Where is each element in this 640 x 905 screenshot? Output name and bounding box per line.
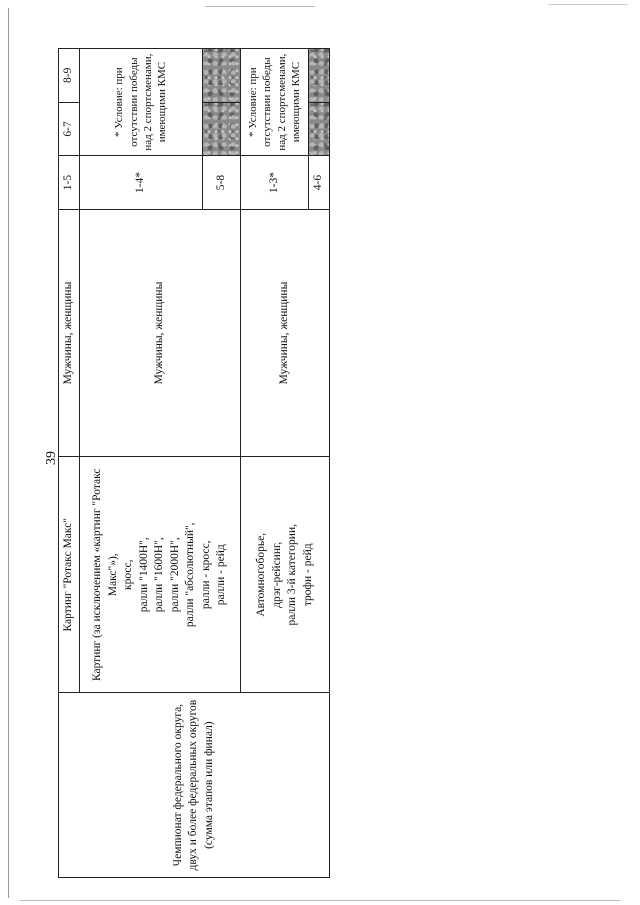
- discipline-list-cell: [79, 457, 240, 693]
- place-cell: 4-6: [309, 156, 330, 210]
- participants-cell: Мужчины, женщины: [59, 209, 80, 456]
- place-cell: 1-4*: [79, 156, 202, 210]
- rotated-document: [44, 48, 330, 878]
- scan-edge-line: [20, 900, 620, 901]
- place-cell: 8-9: [59, 49, 80, 103]
- discipline-item: кросс,: [122, 559, 135, 590]
- discipline-item: трофи - рейд: [301, 543, 314, 607]
- shaded-cell: [203, 102, 241, 156]
- discipline-item: ралли "1600Н",: [153, 537, 166, 613]
- shaded-cell: [309, 49, 330, 103]
- place-cell: 6-7: [59, 102, 80, 156]
- competition-cell: [59, 693, 330, 878]
- discipline-item: Автомногоборье,: [254, 532, 267, 617]
- shaded-cell: [309, 102, 330, 156]
- scan-edge-line: [8, 8, 9, 898]
- discipline-item: дрэг-рейсинг,: [270, 541, 283, 608]
- ranking-table: [58, 48, 330, 878]
- discipline-item: ралли "1400Н",: [137, 537, 150, 613]
- discipline-cell: Картинг "Ротакс Макс": [59, 457, 80, 693]
- participants-cell: Мужчины, женщины: [241, 209, 330, 456]
- discipline-item: ралли - рейд: [215, 544, 228, 606]
- page-number: 39: [44, 451, 59, 465]
- scan-edge-line: [205, 6, 315, 7]
- table-row: [59, 49, 80, 878]
- place-cell: 1-3*: [241, 156, 309, 210]
- discipline-item: ралли - кросс,: [199, 540, 212, 610]
- competition-name: Чемпионат федерального округа, двух и более федеральных округов (сумма этапов или финал): [171, 699, 215, 871]
- condition-note: * Условие: при отсутствии победы над 2 спортсменами, имеющими КМС: [241, 49, 309, 156]
- place-cell: 1-5: [59, 156, 80, 210]
- condition-note: * Условие: при отсутствии победы над 2 спортсменами, имеющими КМС: [79, 49, 202, 156]
- discipline-list-cell: [241, 457, 330, 693]
- discipline-item: ралли "2000Н",: [168, 537, 181, 613]
- shaded-cell: [203, 49, 241, 103]
- place-cell: 5-8: [203, 156, 241, 210]
- discipline-item: ралли "абсолютный",: [184, 522, 197, 628]
- scan-edge-line: [548, 4, 628, 5]
- discipline-item: Картинг (за исключением «картинг "Ротакс Макс"»),: [91, 468, 119, 682]
- discipline-item: ралли 3-й категории,: [286, 524, 299, 626]
- participants-cell: Мужчины, женщины: [79, 209, 240, 456]
